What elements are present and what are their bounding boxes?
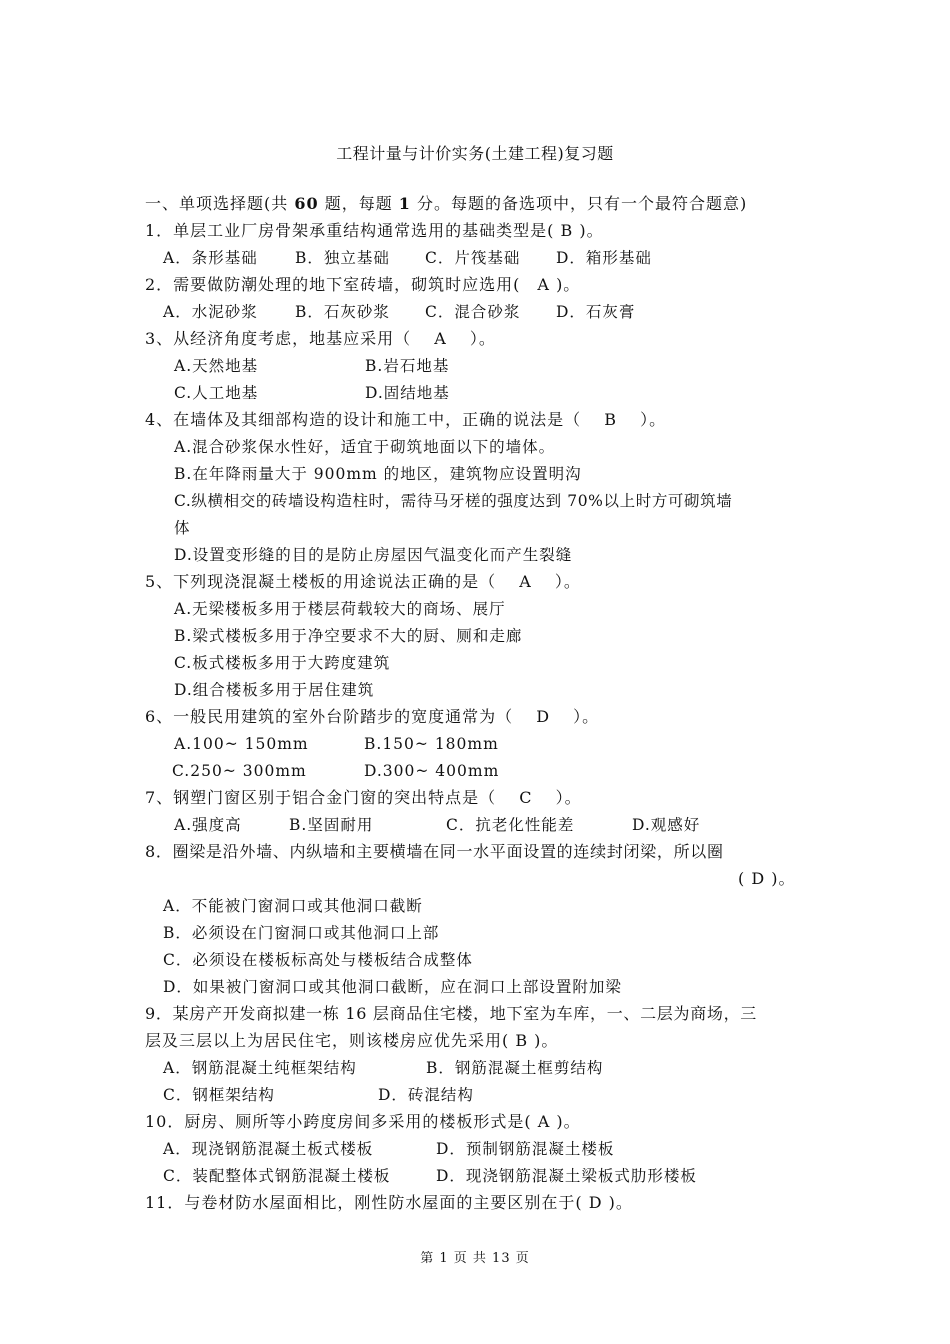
question-11-stem: 11．与卷材防水屋面相比，刚性防水屋面的主要区别在于( D )。 (145, 1193, 633, 1212)
question-5-stem: 5、下列现浇混凝土楼板的用途说法正确的是（ A ）。 (145, 572, 581, 591)
question-5-option-b: B.梁式楼板多用于净空要求不大的厨、厕和走廊 (174, 627, 523, 645)
question-4-option-d: D.设置变形缝的目的是防止房屋因气温变化而产生裂缝 (174, 546, 573, 564)
question-1-option-b: B．独立基础 (295, 249, 390, 267)
question-6-option-c: C.250~ 300mm (172, 762, 307, 780)
question-9-stem: 9．某房产开发商拟建一栋 16 层商品住宅楼，地下室为车库，一、二层为商场，三 (145, 1004, 758, 1023)
question-3-option-c: C.人工地基 (174, 384, 259, 402)
section-suffix: 分。每题的备选项中，只有一个最符合题意) (410, 194, 748, 213)
question-3-stem: 3、从经济角度考虑，地基应采用（ A ）。 (145, 329, 496, 348)
question-3-option-d: D.固结地基 (365, 384, 450, 402)
question-3-option-b: B.岩石地基 (365, 357, 450, 375)
section-mid: 题，每题 (318, 194, 399, 213)
section-heading (145, 193, 747, 215)
question-3-option-a: A.天然地基 (174, 357, 259, 375)
question-7-option-c: C．抗老化性能差 (446, 816, 575, 834)
question-1-option-d: D．箱形基础 (556, 249, 652, 267)
question-7-option-a: A.强度高 (174, 816, 242, 834)
question-4-option-a: A.混合砂浆保水性好，适宜于砌筑地面以下的墙体。 (174, 438, 556, 456)
question-8-answer: ( D )。 (738, 869, 796, 888)
section-count: 60 (294, 194, 319, 213)
question-9-option-b: B．钢筋混凝土框剪结构 (426, 1059, 604, 1077)
question-10-stem: 10．厨房、厕所等小跨度房间多采用的楼板形式是( A )。 (145, 1112, 581, 1131)
question-8-option-b: B．必须设在门窗洞口或其他洞口上部 (163, 924, 440, 942)
question-4-stem: 4、在墙体及其细部构造的设计和施工中，正确的说法是（ B ）。 (145, 410, 667, 429)
question-6-stem: 6、一般民用建筑的室外台阶踏步的宽度通常为（ D ）。 (145, 707, 600, 726)
question-6-option-b: B.150~ 180mm (364, 735, 499, 753)
question-5-option-d: D.组合楼板多用于居住建筑 (174, 681, 375, 699)
question-2-stem: 2．需要做防潮处理的地下室砖墙，砌筑时应选用( A )。 (145, 275, 581, 294)
question-10-option-a: A．现浇钢筋混凝土板式楼板 (163, 1140, 374, 1158)
question-2-option-a: A．水泥砂浆 (163, 303, 258, 321)
question-9-stem-continued: 层及三层以上为居民住宅，则该楼房应优先采用( B )。 (145, 1031, 559, 1050)
question-7-option-b: B.坚固耐用 (289, 816, 374, 834)
question-2-option-b: B．石灰砂浆 (295, 303, 390, 321)
question-9-option-a: A．钢筋混凝土纯框架结构 (163, 1059, 357, 1077)
question-8-option-c: C．必须设在楼板标高处与楼板结合成整体 (163, 951, 473, 969)
question-5-option-a: A.无梁楼板多用于楼层荷载较大的商场、展厅 (174, 600, 506, 618)
section-prefix: 一、单项选择题(共 (145, 194, 295, 213)
question-10-option-d: D．现浇钢筋混凝土梁板式肋形楼板 (436, 1167, 697, 1185)
question-10-option-b: D．预制钢筋混凝土楼板 (436, 1140, 615, 1158)
question-9-option-c: C．钢框架结构 (163, 1086, 275, 1104)
question-4-option-c: C.纵横相交的砖墙设构造柱时，需待马牙槎的强度达到 70%以上时方可砌筑墙 (174, 492, 733, 510)
question-10-option-c: C．装配整体式钢筋混凝土楼板 (163, 1167, 391, 1185)
page-title: 工程计量与计价实务(土建工程)复习题 (336, 144, 614, 163)
question-8-option-d: D．如果被门窗洞口或其他洞口截断，应在洞口上部设置附加梁 (163, 978, 622, 996)
question-6-option-d: D.300~ 400mm (364, 762, 500, 780)
question-8-stem: 8．圈梁是沿外墙、内纵墙和主要横墙在同一水平面设置的连续封闭梁，所以圈 (145, 842, 724, 861)
question-1-stem: 1．单层工业厂房骨架承重结构通常选用的基础类型是( B )。 (145, 221, 604, 240)
question-2-option-d: D．石灰膏 (556, 303, 636, 321)
question-7-stem: 7、钢塑门窗区别于铝合金门窗的突出特点是（ C ）。 (145, 788, 582, 807)
question-6-option-a: A.100~ 150mm (174, 735, 309, 753)
question-9-option-d: D．砖混结构 (378, 1086, 474, 1104)
section-score: 1 (398, 194, 411, 213)
question-1-option-a: A．条形基础 (163, 249, 258, 267)
question-7-option-d: D.观感好 (632, 816, 701, 834)
question-4-option-b: B.在年降雨量大于 900mm 的地区，建筑物应设置明沟 (174, 465, 582, 483)
question-2-option-c: C．混合砂浆 (425, 303, 521, 321)
page-footer: 第 1 页 共 13 页 (420, 1251, 530, 1266)
question-8-option-a: A．不能被门窗洞口或其他洞口截断 (163, 897, 423, 915)
question-1-option-c: C．片筏基础 (425, 249, 521, 267)
question-4-option-c-continued: 体 (174, 519, 191, 537)
question-5-option-c: C.板式楼板多用于大跨度建筑 (174, 654, 391, 672)
